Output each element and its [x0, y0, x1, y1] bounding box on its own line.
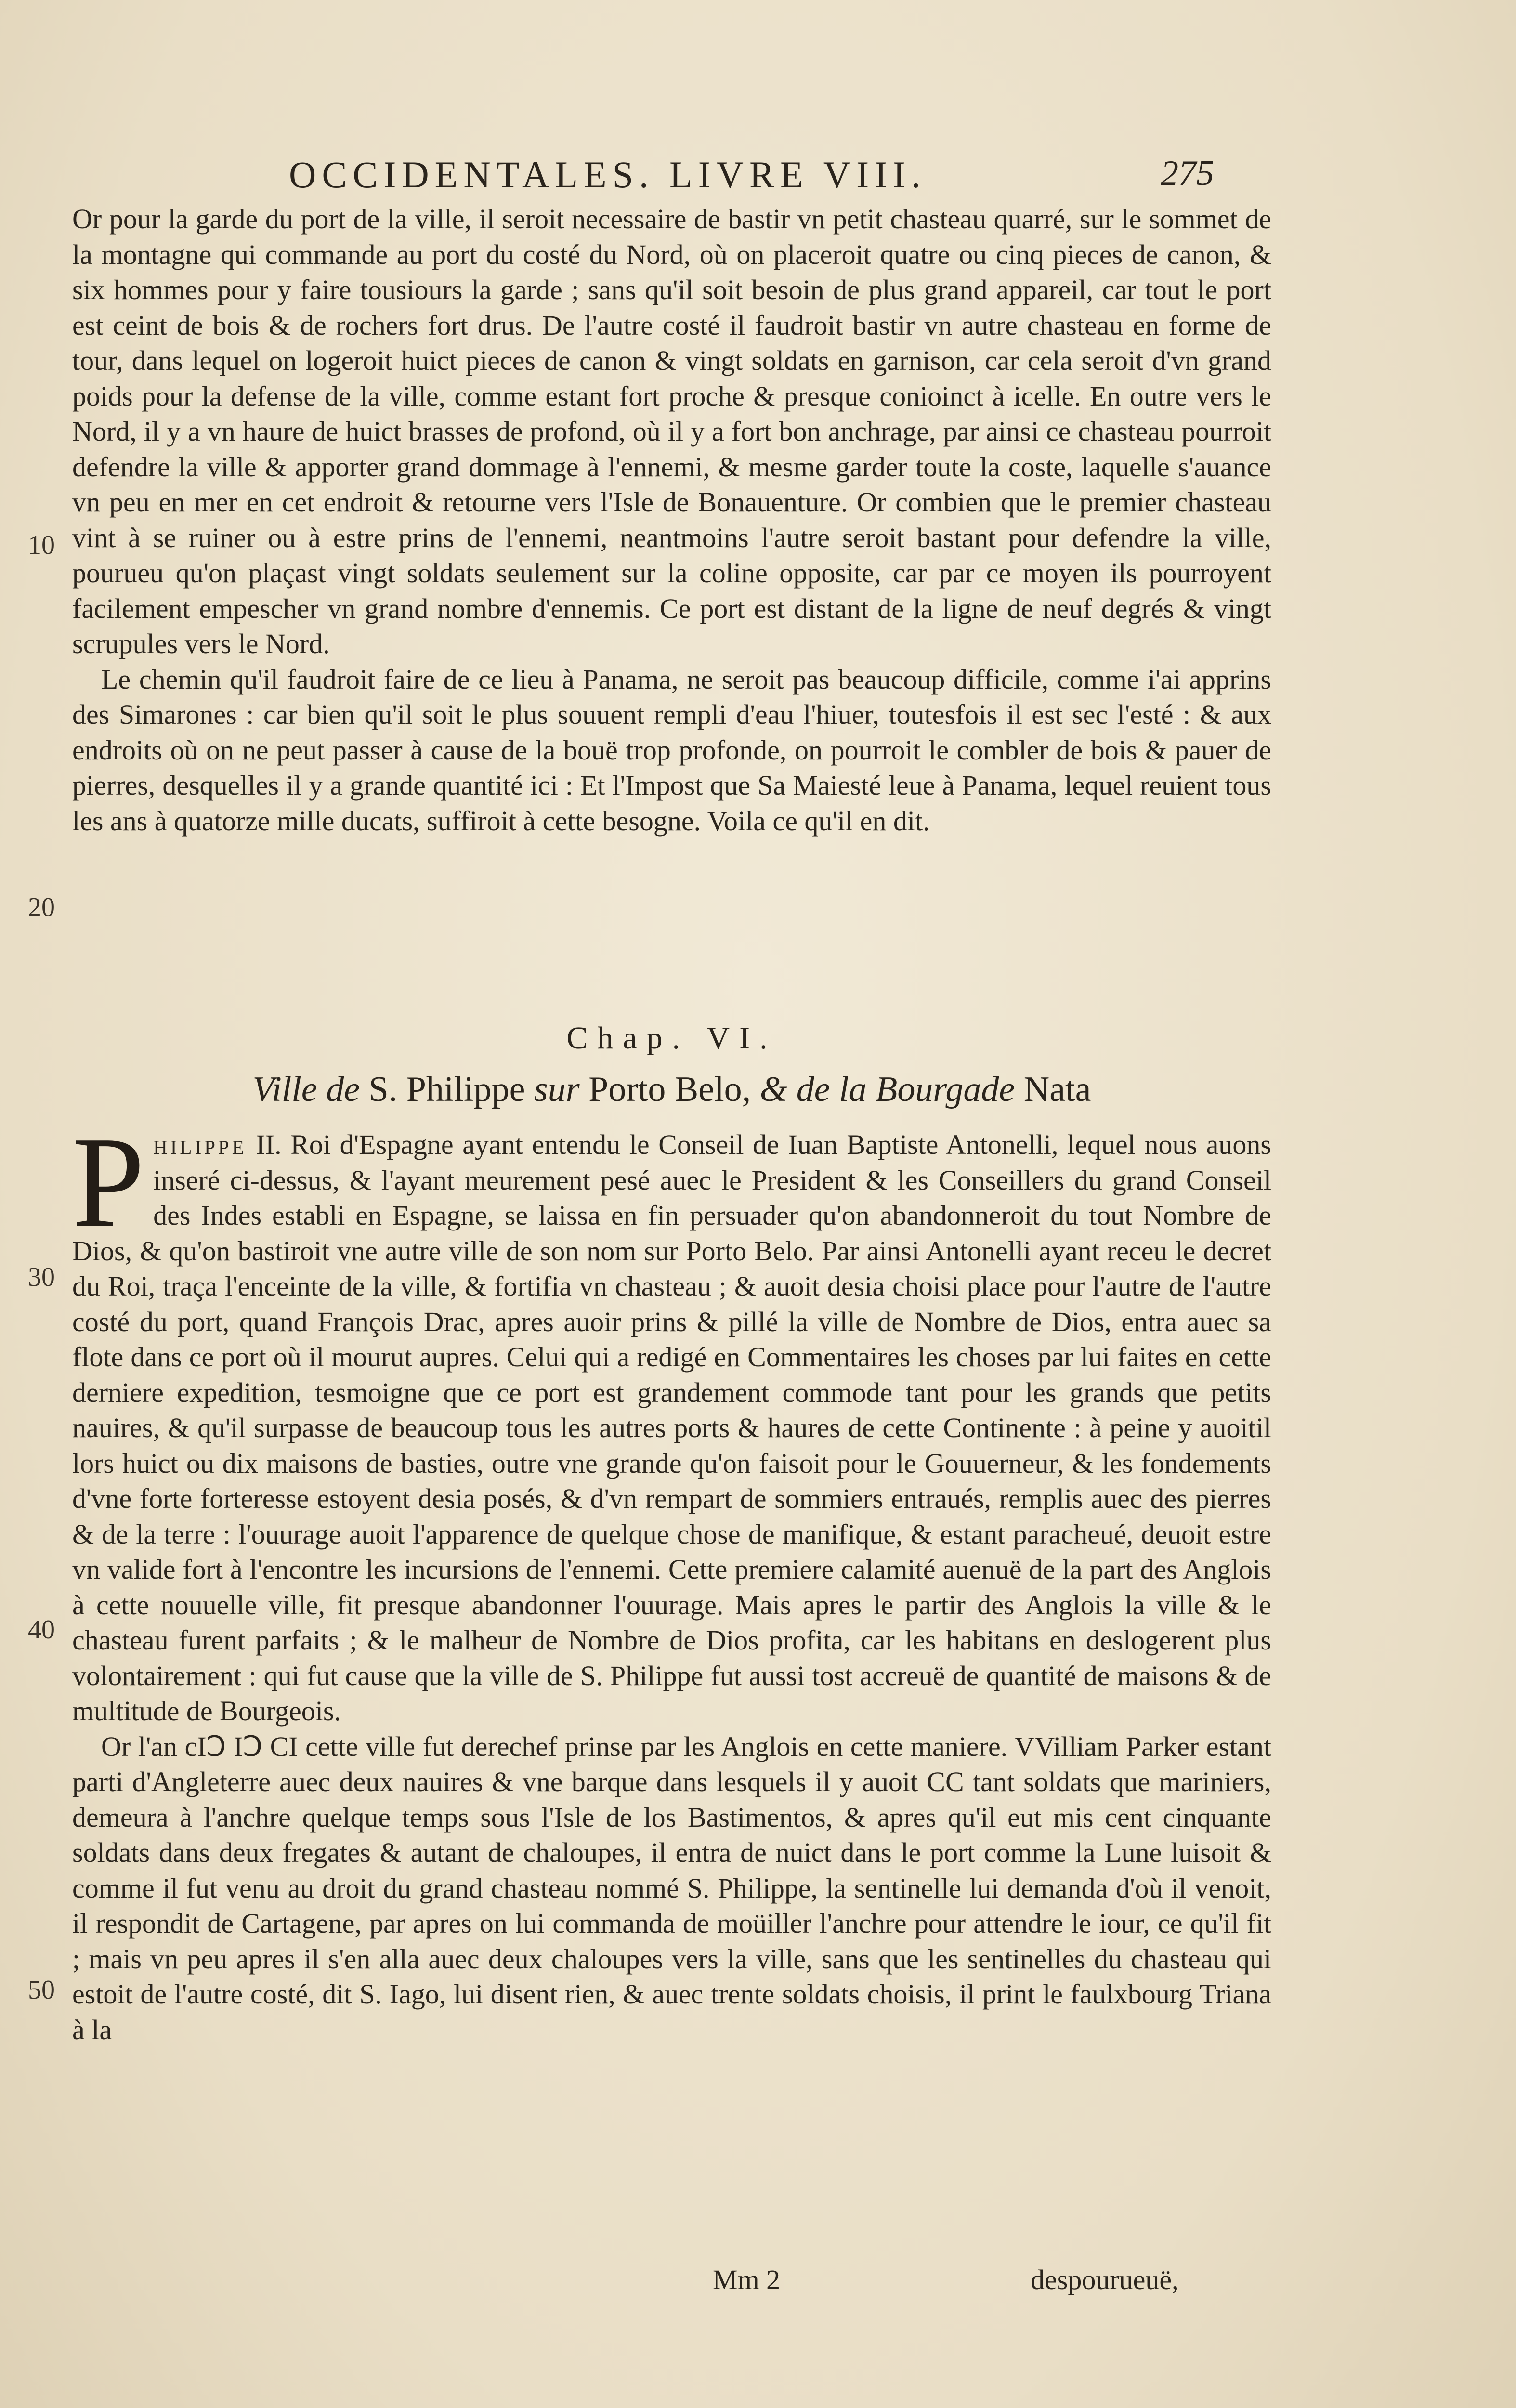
signature-mark: Mm 2: [713, 2264, 781, 2295]
chapter-title-part: & de la Bourgade: [759, 1070, 1015, 1109]
catchword: despourueuë,: [1031, 2264, 1179, 2295]
page-header: [289, 153, 1252, 206]
paragraph: Le chemin qu'il faudroit faire de ce lieu à Panama, ne seroit pas beaucoup difficile, comme i'ai apprins des Simarones : car bien qu'il soit le plus souuent rempli d'eau l'hiuer, toutesfois il est sec l'esté : & aux endroits où on ne peut passer à cause de la bouë trop profonde, on pourroit le combler de bois & pauer de pierres, desquelles il y a grande quantité ici : Et l'Impost que Sa Maiesté leue à Panama, lequel reuient tous les ans à quatorze mille ducats, suffiroit à cette besogne. Voila ce qu'il en dit.: [72, 663, 1271, 837]
chapter-title-part: Ville de: [252, 1070, 360, 1109]
paragraph-text: II. Roi d'Espagne ayant entendu le Conseil de Iuan Baptiste Antonelli, lequel nous auons inseré ci-dessus, & l'ayant meurement pesé auec le President & les Conseillers du grand Conseil des Indes establi en Espagne, se laissa en fin persuader qu'on abandonneroit du tout Nombre de Dios, & qu'on bastiroit vne autre ville de son nom sur Porto Belo. Par ainsi Antonelli ayant receu le decret du Roi, traça l'enceinte de la ville, & fortifia vn chasteau ; & auoit desia choisi place pour l'autre de l'autre costé du port, quand François Drac, apres auoir prins & pillé la ville de Nombre de Dios, entra auec sa flote dans ce port où il mourut aupres. Celui qui a redigé en Commentaires les choses par lui faites en cette derniere expedition, tesmoigne que ce port est grandement commode tant pour les grands que petits nauires, & qu'il surpasse de beaucoup tous les autres ports & haures de cette Continente : à peine y auoitil lors huict ou dix maisons de basties, outre vne grande qu'on faisoit pour le Gouuerneur, & les fondements d'vne forte forteresse estoyent desia posés, & d'vn rempart de sommiers entraués, remplis auec des pierres & de la terre : l'ouurage auoit l'apparence de quelque chose de manifique, & estant paracheué, deuoit estre vn valide fort à l'encontre les incursions de l'ennemi. Cette premiere calamité auenuë de la part des Anglois à cette nouuelle ville, fit presque abandonner l'ouurage. Mais apres le partir des Anglois la ville & le chasteau furent parfaits ; & le malheur de Nombre de Dios profita, car les habitans en deslogerent plus volontairement : qui fut cause que la ville de S. Philippe fut aussi tost accreuë de quantité de maisons & de multitude de Bourgeois.: [72, 1129, 1271, 1727]
drop-cap: P: [72, 1110, 145, 1254]
line-number: 10: [28, 530, 55, 560]
chapter-title-part: Nata: [1015, 1070, 1091, 1109]
chapter-title: [72, 1069, 1271, 1110]
text-block-lower: [72, 1110, 1271, 2047]
chapter-title-part: Porto Belo,: [579, 1070, 760, 1109]
text-block-upper: [72, 201, 1271, 838]
paragraph: Or pour la garde du port de la ville, il seroit necessaire de bastir vn petit chasteau quarré, sur le sommet de la montagne qui commande au port du costé du Nord, où on placeroit quatre ou cinq pieces de canon, & six hommes pour y faire tousiours la garde ; sans qu'il soit besoin de plus grand appareil, car tout le port est ceint de bois & de rochers fort drus. De l'autre costé il faudroit bastir vn autre chasteau en forme de tour, dans lequel on logeroit huict pieces de canon & vingt soldats en garnison, car cela seroit d'vn grand poids pour la defense de la ville, comme estant fort proche & presque conioinct à icelle. En outre vers le Nord, il y a vn haure de huict brasses de profond, où il y a fort bon anchrage, par ainsi ce chasteau pourroit defendre la ville & apporter grand dommage à l'ennemi, & mesme garder toute la coste, laquelle s'auance vn peu en mer en cet endroit & retourne vers l'Isle de Bonauenture. Or combien que le premier chasteau vint à se ruiner ou à estre prins de l'ennemi, neantmoins l'autre seroit bastant pour defendre la ville, pourueu qu'on plaçast vingt soldats seulement sur la coline opposite, car par ce moyen ils pourroyent facilement empescher vn grand nombre d'ennemis. Ce port est distant de la ligne de neuf degrés & vingt scrupules vers le Nord.: [72, 203, 1271, 659]
chapter-title-part: S. Philippe: [360, 1070, 534, 1109]
line-number: 40: [28, 1615, 55, 1645]
paragraph: Or l'an cIↃ IↃ CI cette ville fut derechef prinse par les Anglois en cette maniere. VVilliam Parker estant parti d'Angleterre auec deux nauires & vne barque dans lesquels il y auoit CC tant soldats que mariniers, demeura à l'anchre quelque temps sous l'Isle de los Bastimentos, & apres qu'il eut mis cent cinquante soldats dans deux fregates & autant de chaloupes, il entra de nuict dans le port comme la Lune luisoit & comme il fut venu au droit du grand chasteau nommé S. Philippe, la sentinelle lui demanda d'où il venoit, il respondit de Cartagene, par apres on lui commanda de moüiller l'anchre pour attendre le iour, ce qu'il fit ; mais vn peu apres il s'en alla auec deux chaloupes vers la ville, sans que les sentinelles du chasteau qui estoit de l'autre costé, dit S. Iago, lui disent rien, & auec trente soldats choisis, il print le faulxbourg Triana à la: [72, 1730, 1271, 2045]
running-title: OCCIDENTALES. LIVRE VIII.: [289, 154, 927, 196]
page-number: 275: [1161, 154, 1214, 193]
line-number: 20: [28, 892, 55, 922]
lead-smallcaps: hilippe: [153, 1129, 247, 1160]
chapter-heading: Chap. VI.: [566, 1021, 777, 1056]
line-number: 50: [28, 1975, 55, 2005]
chapter-title-part: sur: [534, 1070, 580, 1109]
paragraph: [72, 1110, 1271, 1729]
line-number: 30: [28, 1262, 55, 1292]
